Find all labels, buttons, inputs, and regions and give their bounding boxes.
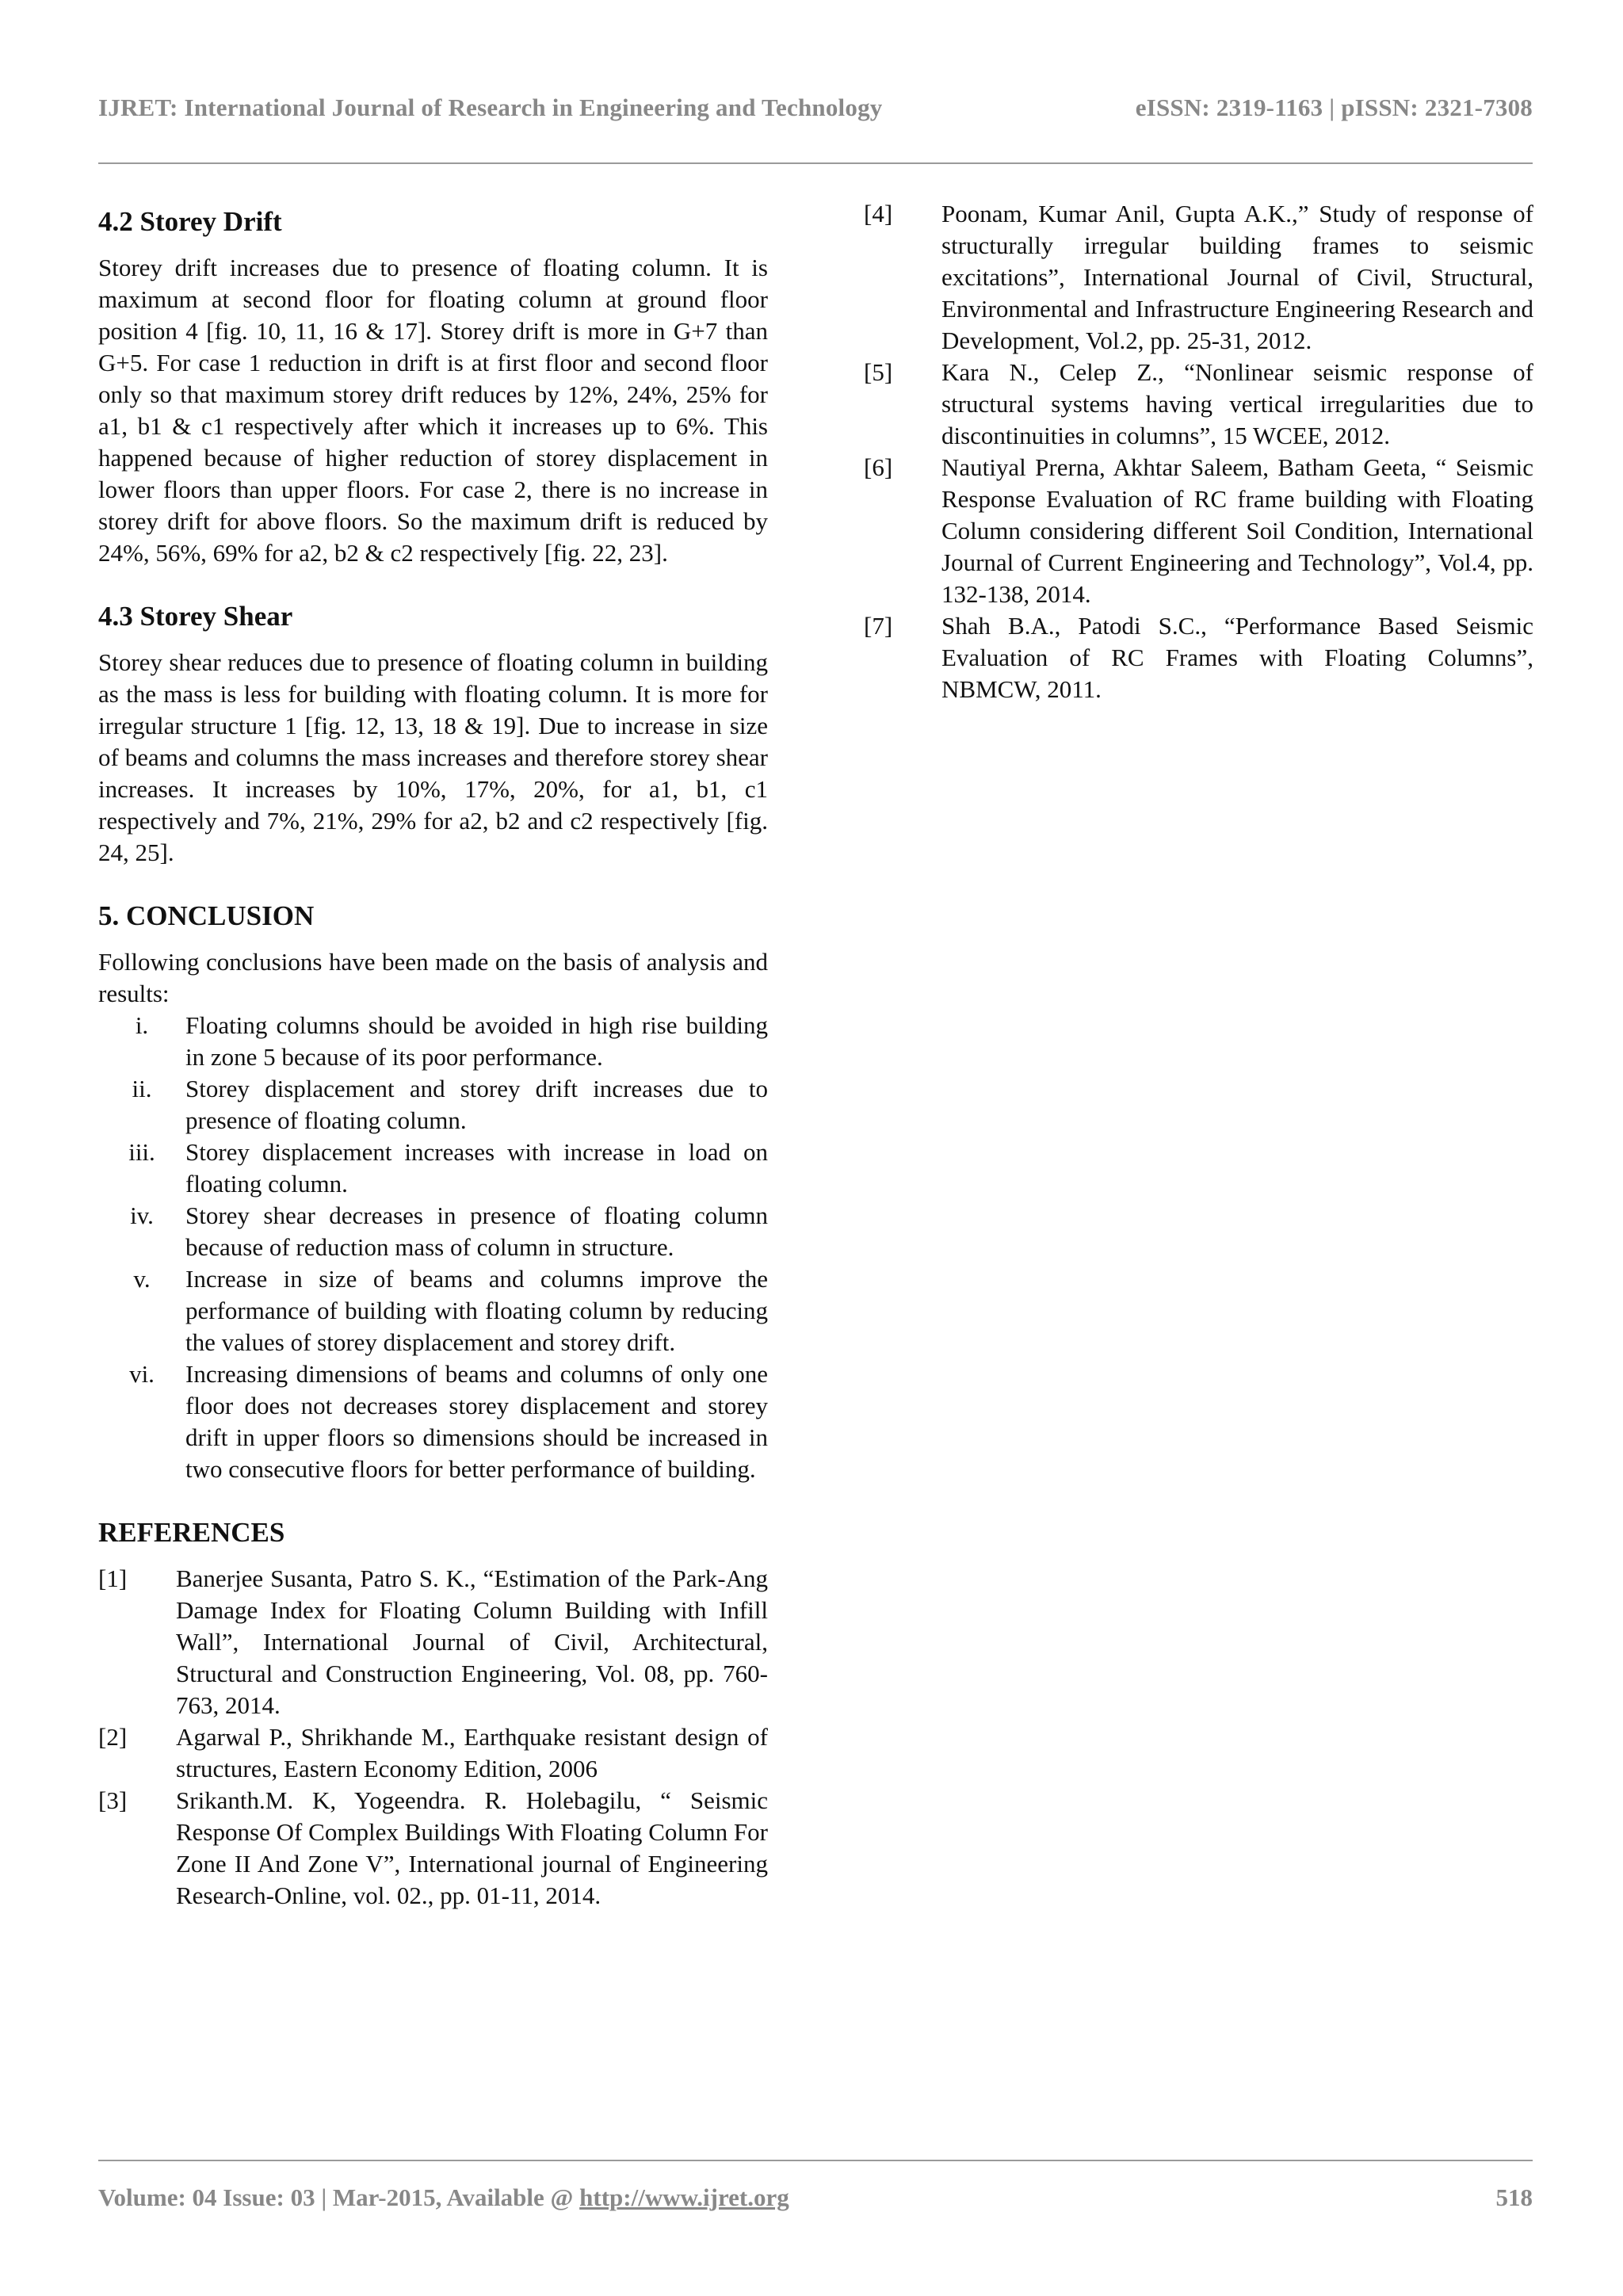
list-item-number: i. — [135, 1011, 149, 1039]
conclusion-list — [98, 1010, 768, 1485]
reference-number: [5] — [864, 358, 893, 386]
reference-item — [98, 1563, 768, 1721]
reference-number: [2] — [98, 1723, 128, 1751]
list-item — [98, 1263, 768, 1358]
reference-item — [864, 610, 1533, 705]
list-item-number: ii. — [132, 1075, 152, 1102]
reference-text: Banerjee Susanta, Patro S. K., “Estimation of the Park-Ang Damage Index for Floating Column Building with Infill Wall”, International Journal of Civil, Architectural, Structural and Construction Engineering, Vol. 08, pp. 760-763, 2014. — [176, 1564, 768, 1719]
reference-number: [6] — [864, 453, 893, 481]
journal-title: IJRET: International Journal of Research in Engineering and Technology — [98, 94, 883, 121]
volume-text: Volume: 04 Issue: 03 | Mar-2015, Available @ — [98, 2183, 574, 2211]
list-item-text: Increasing dimensions of beams and columns of only one floor does not decreases storey displacement and storey drift in upper floors so dimensions should be increased in two consecutive floors for better performance of building. — [185, 1360, 768, 1483]
list-item-text: Storey shear decreases in presence of floating column because of reduction mass of column in structure. — [185, 1201, 768, 1261]
reference-text: Poonam, Kumar Anil, Gupta A.K.,” Study of response of structurally irregular building frames to seismic excitations”, International Journal of Civil, Structural, Environmental and Infrastructure Engineering Research and Development, Vol.2, pp. 25-31, 2012. — [941, 200, 1533, 354]
reference-number: [4] — [864, 200, 893, 227]
reference-number: [7] — [864, 612, 893, 640]
reference-item — [864, 452, 1533, 610]
storey-drift-paragraph: Storey drift increases due to presence of floating column. It is maximum at second floor for floating column at ground floor position 4 [fig. 10, 11, 16 & 17]. Storey drift is more in G+7 than G+5. For case 1 reduction in drift is at first floor and second floor only so that maximum storey drift reduces by 12%, 24%, 25% for a1, b1 & c1 respectively after which it increases up to 6%. This happened because of higher reduction of storey displacement in lower floors than upper floors. For case 2, there is no increase in storey drift for above floors. So the maximum drift is reduced by 24%, 56%, 69% for a2, b2 & c2 respectively [fig. 22, 23]. — [98, 254, 768, 567]
conclusion-intro: Following conclusions have been made on the basis of analysis and results: — [98, 948, 768, 1007]
list-item-number: iii. — [128, 1138, 155, 1166]
list-item — [98, 1358, 768, 1485]
reference-text: Nautiyal Prerna, Akhtar Saleem, Batham Geeta, “ Seismic Response Evaluation of RC frame building with Floating Column considering different Soil Condition, International Journal of Current Engineering and Technology”, Vol.4, pp. 132-138, 2014. — [941, 453, 1533, 608]
reference-item — [864, 357, 1533, 452]
list-item — [98, 1073, 768, 1137]
reference-item — [98, 1785, 768, 1912]
reference-text: Agarwal P., Shrikhande M., Earthquake resistant design of structures, Eastern Economy Edition, 2006 — [176, 1723, 768, 1782]
reference-item — [864, 198, 1533, 357]
running-footer — [98, 2183, 1533, 2212]
page-number: 518 — [1495, 2183, 1533, 2211]
reference-item — [98, 1721, 768, 1785]
reference-number: [1] — [98, 1564, 128, 1592]
list-item-text: Floating columns should be avoided in high rise building in zone 5 because of its poor performance. — [185, 1011, 768, 1071]
journal-link[interactable]: http://www.ijret.org — [579, 2183, 789, 2211]
list-item-number: vi. — [129, 1360, 155, 1388]
list-item-number: iv. — [130, 1201, 154, 1229]
list-item-text: Storey displacement increases with increase in load on floating column. — [185, 1138, 768, 1198]
running-header — [98, 94, 1533, 122]
list-item-text: Increase in size of beams and columns improve the performance of building with floating column by reducing the values of storey displacement and storey drift. — [185, 1265, 768, 1356]
storey-shear-paragraph: Storey shear reduces due to presence of floating column in building as the mass is less for building with floating column. It is more for irregular structure 1 [fig. 12, 13, 18 & 19]. Due to increase in size of beams and columns the mass increases and therefore storey shear increases. It increases by 10%, 17%, 20%, for a1, b1, c1 respectively and 7%, 21%, 29% for a2, b2 and c2 respectively [fig. 24, 25]. — [98, 648, 768, 866]
footer-rule — [98, 2160, 1533, 2161]
reference-number: [3] — [98, 1786, 128, 1814]
list-item — [98, 1010, 768, 1073]
reference-text: Shah B.A., Patodi S.C., “Performance Based Seismic Evaluation of RC Frames with Floating Columns”, NBMCW, 2011. — [941, 612, 1533, 703]
section-heading-conclusion: 5. CONCLUSION — [98, 900, 315, 931]
section-heading-references: REFERENCES — [98, 1517, 285, 1548]
section-heading-storey-drift: 4.2 Storey Drift — [98, 206, 282, 237]
list-item — [98, 1200, 768, 1263]
reference-list — [98, 1563, 768, 1912]
reference-text: Kara N., Celep Z., “Nonlinear seismic response of structural systems having vertical irregularities due to discontinuities in columns”, 15 WCEE, 2012. — [941, 358, 1533, 449]
header-rule — [98, 162, 1533, 164]
section-heading-storey-shear: 4.3 Storey Shear — [98, 601, 293, 632]
list-item-number: v. — [133, 1265, 151, 1293]
list-item-text: Storey displacement and storey drift increases due to presence of floating column. — [185, 1075, 768, 1134]
right-column — [864, 198, 1533, 705]
issn: eISSN: 2319-1163 | pISSN: 2321-7308 — [1135, 94, 1533, 121]
list-item — [98, 1137, 768, 1200]
volume-info — [98, 2183, 789, 2212]
left-column — [98, 198, 768, 1912]
reference-text: Srikanth.M. K, Yogeendra. R. Holebagilu, “ Seismic Response Of Complex Buildings With Floating Column For Zone II And Zone V”, International journal of Engineering Research-Online, vol. 02., pp. 01-11, 2014. — [176, 1786, 768, 1909]
